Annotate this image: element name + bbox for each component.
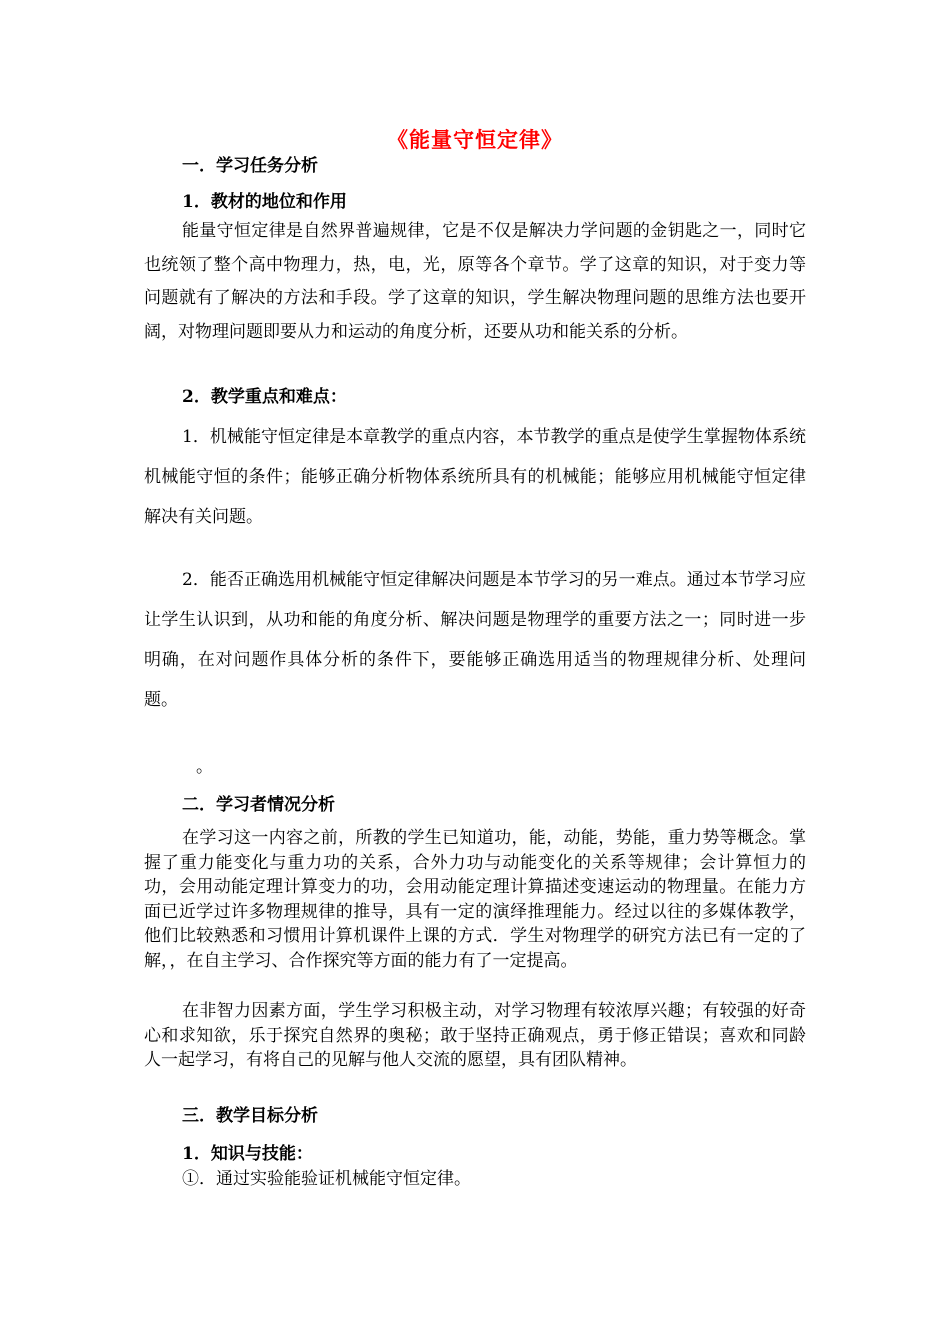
section-heading-task-analysis: 一．学习任务分析 xyxy=(182,156,318,176)
paragraph-key-point-2: 2．能否正确选用机械能守恒定律解决问题是本节学习的另一难点。通过本节学习应让学生认识到，从功和能的角度分析、解决问题是物理学的重要方法之一；同时进一步明确，在对问题作具体分析的条件下，要能够正确选用适当的物理规律分析、处理问题。 xyxy=(144,570,806,710)
paragraph-key-point-1: 1．机械能守恒定律是本章教学的重点内容，本节教学的重点是使学生掌握物体系统机械能守恒的条件；能够正确分析物体系统所具有的机械能；能够应用机械能守恒定律解决有关问题。 xyxy=(144,427,806,527)
paragraph-textbook-role: 能量守恒定律是自然界普遍规律，它是不仅是解决力学问题的金钥匙之一，同时它也统领了整个高中物理力，热，电，光，原等各个章节。学了这章的知识，对于变力等问题就有了解决的方法和手段。学了这章的知识，学生解决物理问题的思维方法也要开阔，对物理问题即要从力和运动的角度分析，还要从功和能关系的分析。 xyxy=(144,221,806,342)
paragraph-learner-nonintellectual: 在非智力因素方面，学生学习积极主动，对学习物理有较浓厚兴趣；有较强的好奇心和求知欲，乐于探究自然界的奥秘；敢于坚持正确观点，勇于修正错误；喜欢和同龄人一起学习，有将自己的见解与他人交流的愿望，具有团队精神。 xyxy=(144,1001,806,1071)
trailing-period-mark: 。 xyxy=(196,757,213,777)
objective-item-1: ①．通过实验能验证机械能守恒定律。 xyxy=(182,1169,471,1189)
subsection-heading-key-points: 2．教学重点和难点： xyxy=(182,387,347,407)
document-title: 《能量守恒定律》 xyxy=(387,127,563,152)
paragraph-learner-knowledge: 在学习这一内容之前，所教的学生已知道功，能，动能，势能，重力势等概念。掌握了重力能变化与重力功的关系，合外力功与动能变化的关系等规律；会计算恒力的功，会用动能定理计算变力的功，会用动能定理计算描述变速运动的物理量。在能力方面已近学过许多物理规律的推导，具有一定的演绎推理能力。经过以往的多媒体教学，他们比较熟悉和习惯用计算机课件上课的方式．学生对物理学的研究方法已有一定的了解，，在自主学习、合作探究等方面的能力有了一定提高。 xyxy=(144,828,806,971)
section-heading-objectives: 三．教学目标分析 xyxy=(182,1106,318,1126)
subsection-heading-knowledge-skills: 1．知识与技能： xyxy=(182,1144,313,1164)
section-heading-learner-analysis: 二．学习者情况分析 xyxy=(182,795,335,815)
subsection-heading-textbook-role: 1．教材的地位和作用 xyxy=(182,192,347,212)
